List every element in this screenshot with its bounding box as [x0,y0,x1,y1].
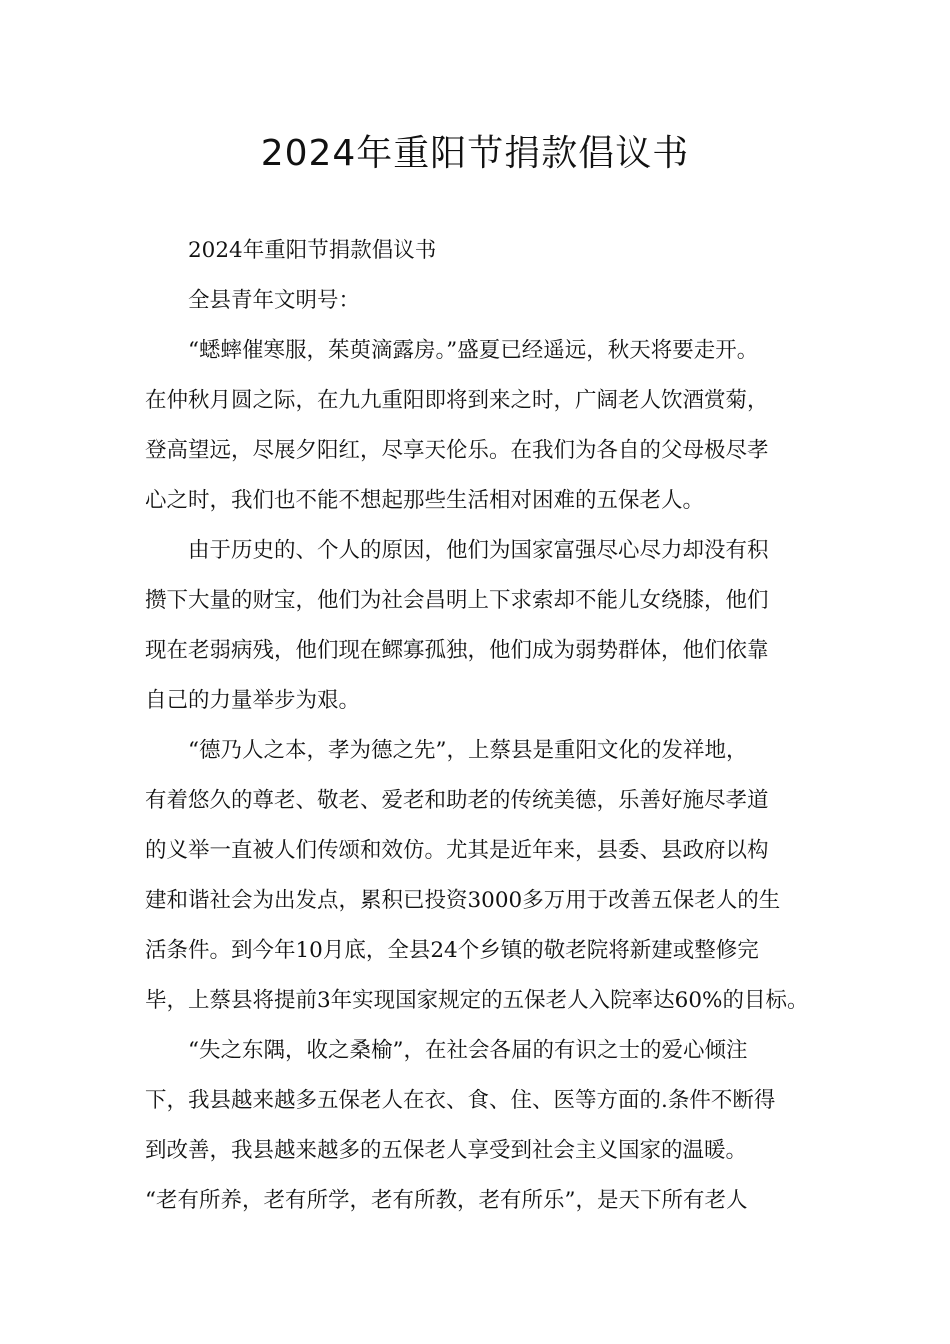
paragraph-4-line-1: “失之东隅，收之桑榆”，在社会各届的有识之士的爱心倾注 [188,1038,748,1063]
subtitle-line: 2024年重阳节捐款倡议书 [188,238,437,263]
paragraph-2-line-4: 自己的力量举步为艰。 [145,688,361,713]
paragraph-1-line-2: 在仲秋月圆之际，在九九重阳即将到来之时，广阔老人饮酒赏菊， [145,388,769,413]
paragraph-3-line-2: 有着悠久的尊老、敬老、爱老和助老的传统美德，乐善好施尽孝道 [145,788,769,813]
paragraph-3-line-3: 的义举一直被人们传颂和效仿。尤其是近年来，县委、县政府以构 [145,838,769,863]
paragraph-1-line-3: 登高望远，尽展夕阳红，尽享天伦乐。在我们为各自的父母极尽孝 [145,438,769,463]
paragraph-3-line-4: 建和谐社会为出发点，累积已投资3000多万用于改善五保老人的生 [145,888,781,913]
paragraph-4-line-3: 到改善，我县越来越多的五保老人享受到社会主义国家的温暖。 [145,1138,748,1163]
paragraph-1-line-4: 心之时，我们也不能不想起那些生活相对困难的五保老人。 [145,488,705,513]
paragraph-3-line-1: “德乃人之本，孝为德之先”，上蔡县是重阳文化的发祥地， [188,738,748,763]
paragraph-2-line-1: 由于历史的、个人的原因，他们为国家富强尽心尽力却没有积 [188,538,769,563]
paragraph-3-line-5: 活条件。到今年10月底，全县24个乡镇的敬老院将新建或整修完 [145,938,759,963]
paragraph-4-line-2: 下，我县越来越多五保老人在衣、食、住、医等方面的.条件不断得 [145,1088,776,1113]
document-body [145,226,810,1226]
paragraph-1-line-1: “蟋蟀催寒服，茱萸滴露房。”盛夏已经遥远，秋天将要走开。 [188,338,759,363]
salutation-line: 全县青年文明号： [188,288,361,313]
paragraph-4-line-4: “老有所养，老有所学，老有所教，老有所乐”，是天下所有老人 [145,1188,748,1213]
document-title: 2024年重阳节捐款倡议书 [260,133,690,174]
paragraph-2-line-2: 攒下大量的财宝，他们为社会昌明上下求索却不能儿女绕膝，他们 [145,588,769,613]
paragraph-2-line-3: 现在老弱病残，他们现在鳏寡孤独，他们成为弱势群体，他们依靠 [145,638,769,663]
paragraph-3-line-6: 毕，上蔡县将提前3年实现国家规定的五保老人入院率达60%的目标。 [145,988,809,1013]
